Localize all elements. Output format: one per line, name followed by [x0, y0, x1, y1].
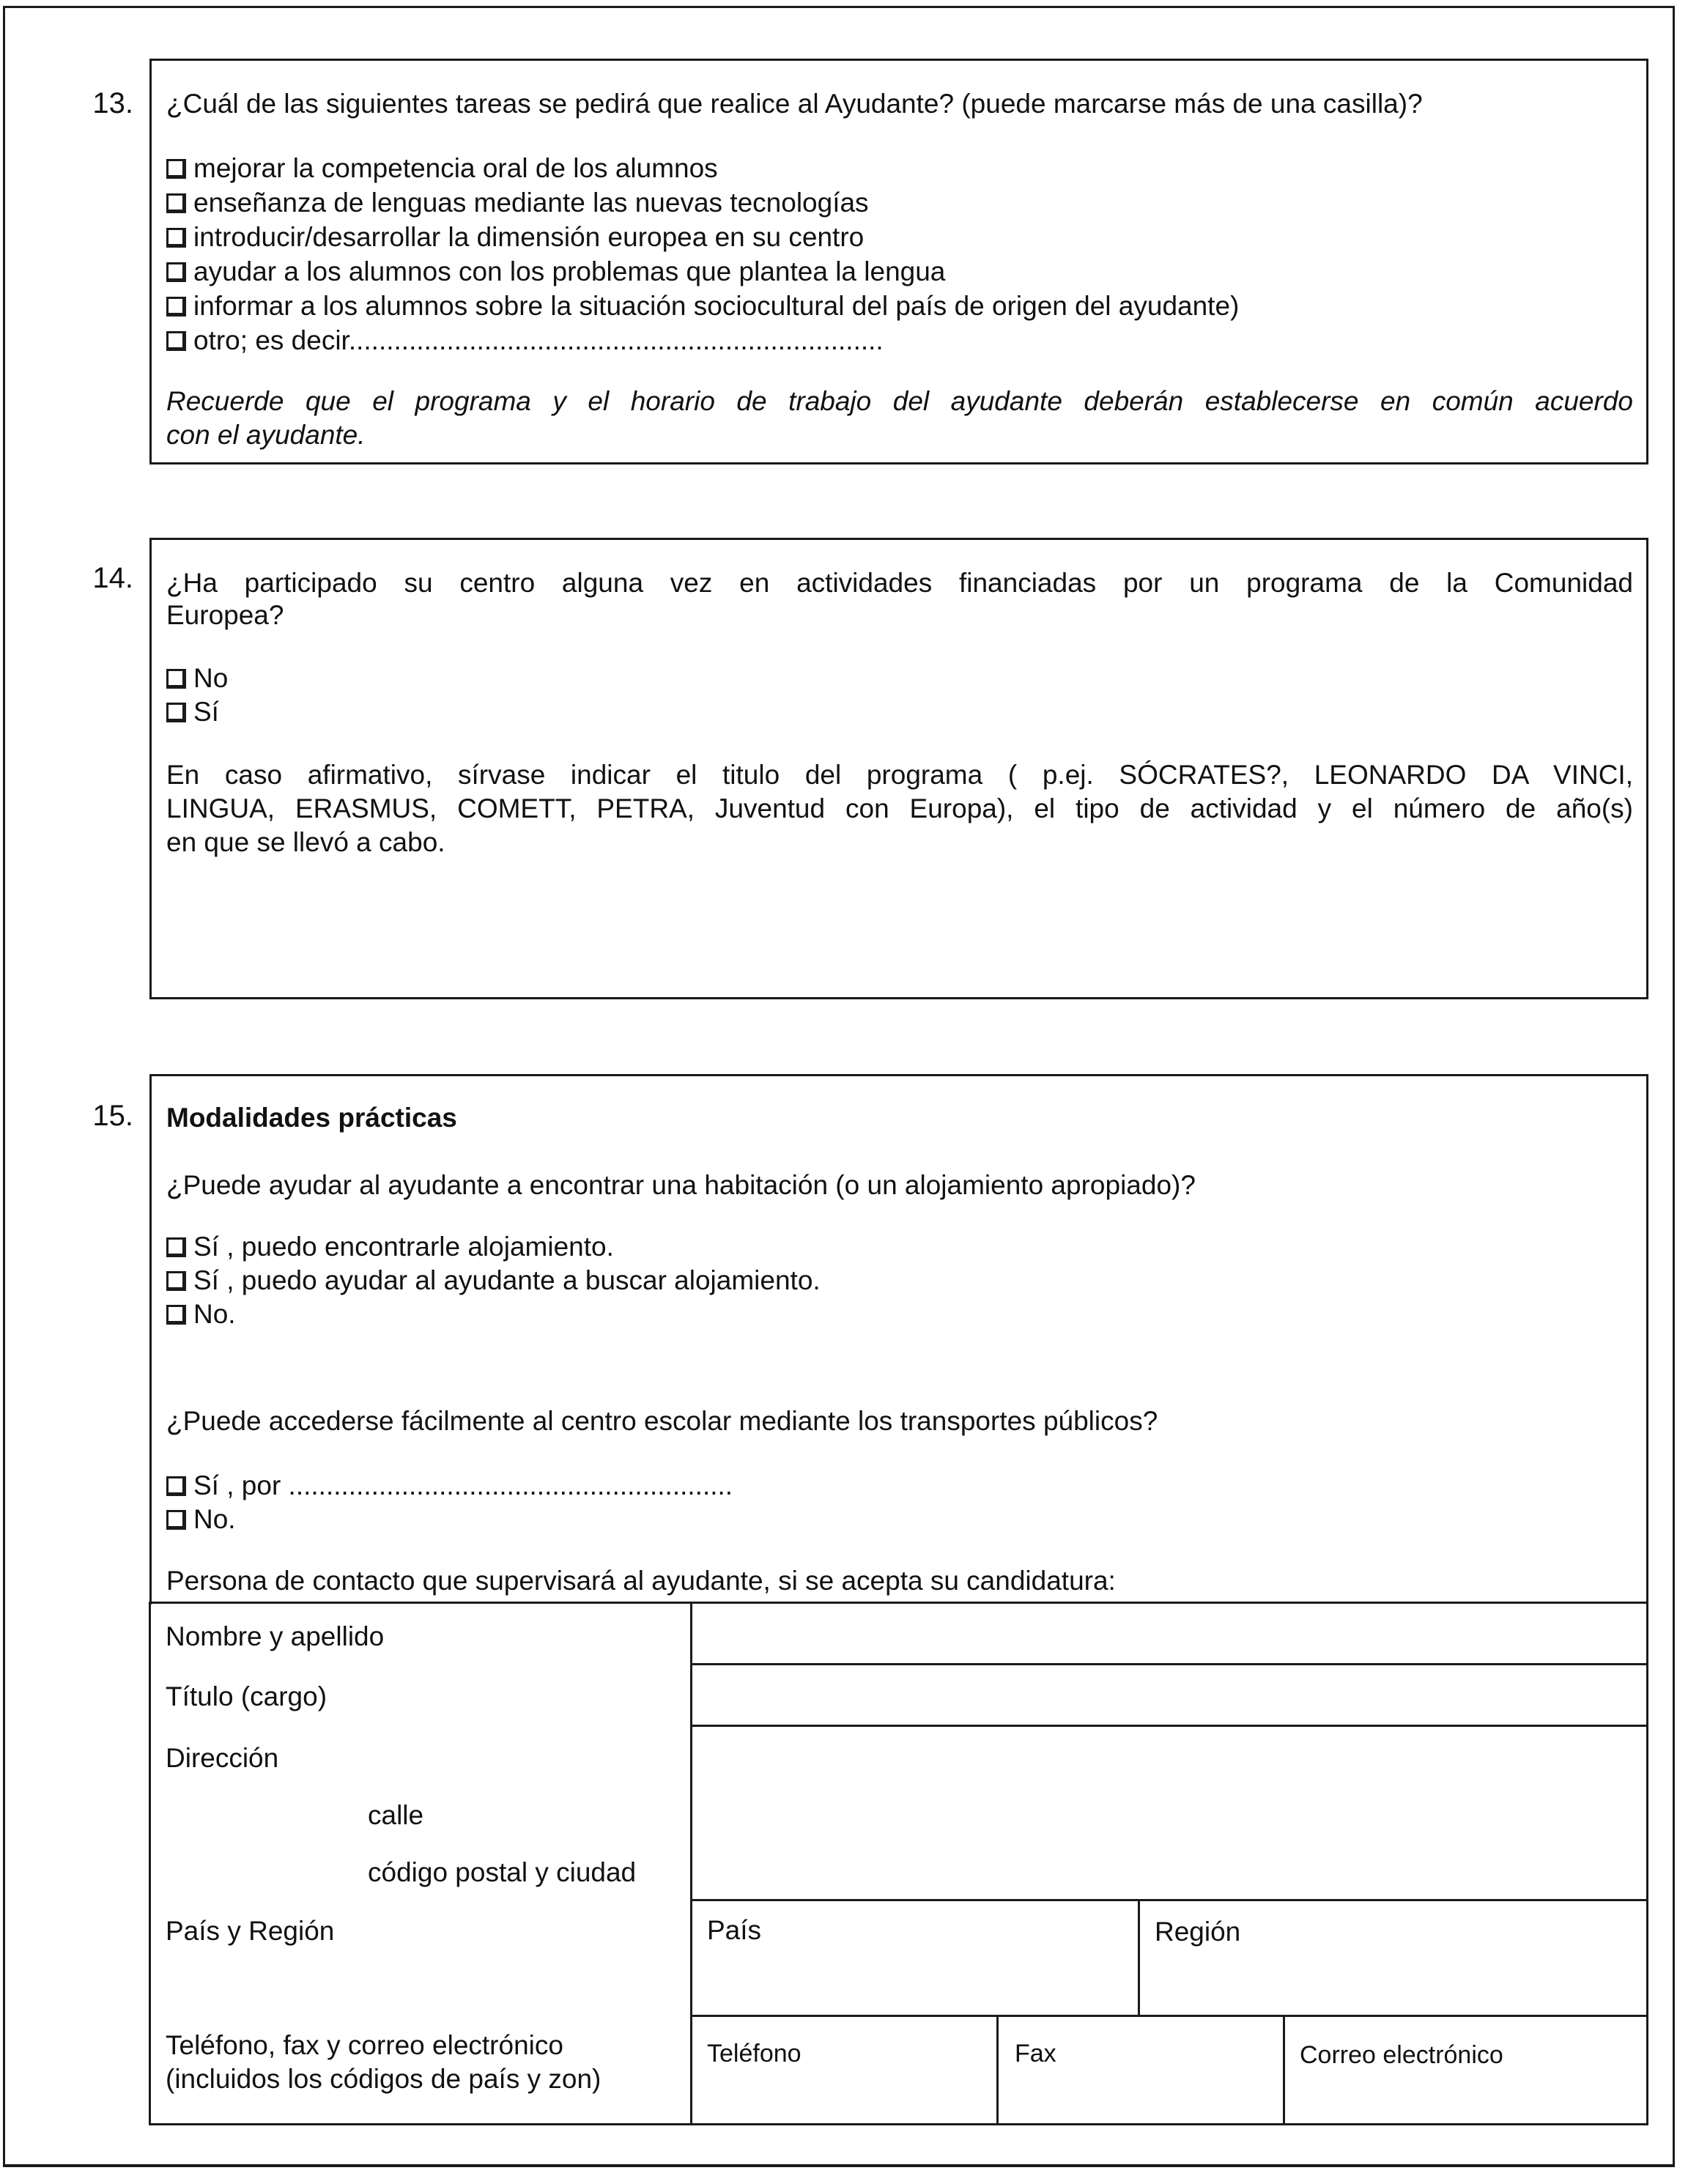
q15-housing-question: ¿Puede ayudar al ayudante a encontrar una habitación (o un alojamiento apropiado)? — [166, 1170, 1196, 1200]
checkbox[interactable] — [166, 159, 186, 179]
q13-option-sociocultural[interactable] — [166, 289, 1633, 323]
label-name: Nombre y apellido — [166, 1621, 385, 1651]
q15-title: Modalidades prácticas — [166, 1103, 457, 1133]
checkbox[interactable] — [166, 262, 186, 282]
fax-label: Fax — [1015, 2040, 1056, 2068]
address-input[interactable] — [692, 1727, 1646, 1899]
option-label: No. — [193, 1504, 236, 1534]
option-label: informar a los alumnos sobre la situación sociocultural del país de origen del ayudante) — [193, 291, 1240, 321]
option-label: No — [193, 663, 229, 693]
q13-note-line-1: Recuerde que el programa y el horario de trabajo del ayudante deberán establecerse en común acuerdo — [166, 386, 1633, 416]
q14-info-line-1: En caso afirmativo, sírvase indicar el titulo del programa ( p.ej. SÓCRATES?, LEONARDO DA VINCI, — [166, 760, 1633, 790]
checkbox[interactable] — [166, 1305, 186, 1325]
region-label: Región — [1155, 1917, 1241, 1947]
question-13-box — [149, 59, 1648, 464]
q14-option-no[interactable] — [166, 662, 1633, 695]
country-label: País — [707, 1915, 762, 1945]
option-label: otro; es decir....................................................................... — [193, 325, 884, 355]
contact-person-table — [149, 1602, 1648, 2125]
q13-option-oral[interactable] — [166, 152, 1633, 185]
checkbox[interactable] — [166, 1237, 186, 1257]
q15-transport-question: ¿Puede accederse fácilmente al centro escolar mediante los transportes públicos? — [166, 1406, 1158, 1436]
option-label: introducir/desarrollar la dimensión europea en su centro — [193, 222, 865, 252]
label-street: calle — [368, 1800, 424, 1830]
checkbox[interactable] — [166, 1271, 186, 1291]
q15-contact-intro: Persona de contacto que supervisará al ayudante, si se acepta su candidatura: — [166, 1566, 1116, 1596]
name-input[interactable] — [692, 1604, 1646, 1663]
label-job-title: Título (cargo) — [166, 1681, 327, 1711]
question-13-text: ¿Cuál de las siguientes tareas se pedirá que realice al Ayudante? (puede marcarse más de una casilla)? — [166, 89, 1423, 119]
email-cell[interactable] — [1285, 2017, 1646, 2123]
q13-option-technology[interactable] — [166, 186, 1633, 220]
option-label: mejorar la competencia oral de los alumnos — [193, 153, 718, 183]
job-title-input[interactable] — [692, 1665, 1646, 1725]
q13-option-other[interactable] — [166, 324, 1633, 358]
region-cell[interactable] — [1140, 1901, 1646, 2015]
q15-transport-option-no[interactable] — [166, 1503, 1633, 1536]
q15-transport-option-yes[interactable] — [166, 1469, 1633, 1503]
q15-housing-option-no[interactable] — [166, 1298, 1633, 1331]
checkbox[interactable] — [166, 331, 186, 351]
table-right-border — [1646, 1602, 1648, 2123]
question-14-number: 14. — [92, 562, 133, 594]
option-label: enseñanza de lenguas mediante las nuevas tecnologías — [193, 188, 869, 218]
label-country-region: País y Región — [166, 1916, 335, 1946]
q14-info-line-3: en que se llevó a cabo. — [166, 827, 445, 857]
label-address: Dirección — [166, 1743, 279, 1773]
country-cell[interactable] — [692, 1901, 1138, 2015]
option-label: ayudar a los alumnos con los problemas que plantea la lengua — [193, 256, 946, 286]
label-contact-line-2: (incluidos los códigos de país y zon) — [166, 2064, 601, 2094]
checkbox[interactable] — [166, 1510, 186, 1530]
label-contact-line-1: Teléfono, fax y correo electrónico — [166, 2030, 563, 2060]
q13-option-language-problems[interactable] — [166, 255, 1633, 289]
checkbox[interactable] — [166, 228, 186, 248]
label-postal-city: código postal y ciudad — [368, 1857, 637, 1887]
question-15-box — [149, 1074, 1648, 1604]
checkbox[interactable] — [166, 669, 186, 689]
q15-housing-option-find[interactable] — [166, 1230, 1633, 1264]
checkbox[interactable] — [166, 297, 186, 317]
q14-info-line-2: LINGUA, ERASMUS, COMETT, PETRA, Juventud con Europa), el tipo de actividad y el número de año(s) — [166, 793, 1633, 823]
option-label: Sí , puedo encontrarle alojamiento. — [193, 1232, 614, 1262]
question-15-number: 15. — [92, 1100, 133, 1132]
question-13-number: 13. — [92, 87, 133, 119]
fax-cell[interactable] — [999, 2017, 1283, 2123]
checkbox[interactable] — [166, 1476, 186, 1496]
q14-question-line-1: ¿Ha participado su centro alguna vez en actividades financiadas por un programa de la Comunidad — [166, 568, 1633, 598]
option-label: Sí — [193, 697, 219, 727]
q14-option-yes[interactable] — [166, 695, 1633, 729]
option-label: No. — [193, 1299, 236, 1329]
q14-question-line-2: Europea? — [166, 600, 284, 630]
q13-option-european-dimension[interactable] — [166, 221, 1633, 254]
option-label: Sí , por ........................................................... — [193, 1470, 733, 1500]
phone-label: Teléfono — [707, 2040, 802, 2068]
option-label: Sí , puedo ayudar al ayudante a buscar alojamiento. — [193, 1265, 821, 1295]
q15-housing-option-help[interactable] — [166, 1264, 1633, 1298]
question-14-box — [149, 538, 1648, 999]
phone-cell[interactable] — [692, 2017, 996, 2123]
q13-note-line-2: con el ayudante. — [166, 420, 366, 450]
checkbox[interactable] — [166, 193, 186, 213]
checkbox[interactable] — [166, 703, 186, 722]
email-label: Correo electrónico — [1300, 2041, 1503, 2069]
